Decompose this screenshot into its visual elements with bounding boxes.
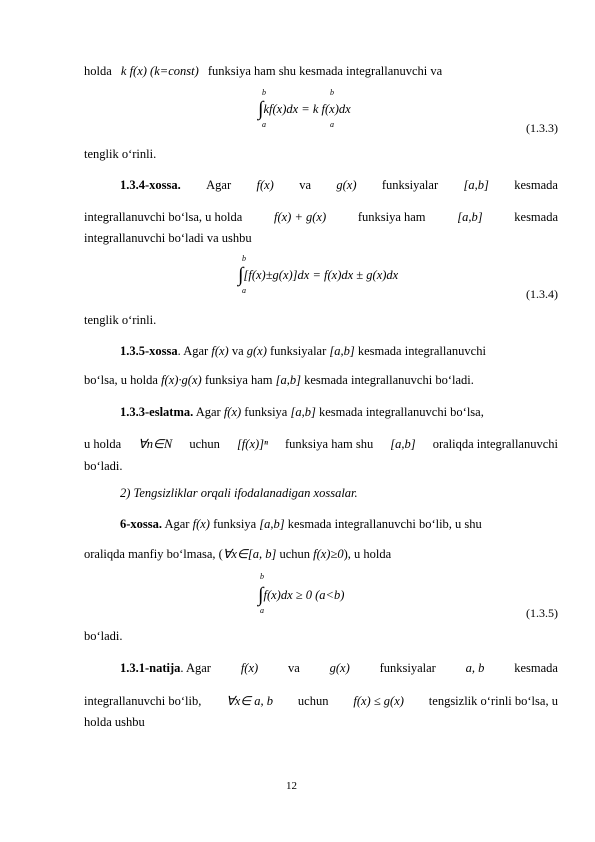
text: va (299, 178, 312, 192)
text: integrallanuvchi bo‘lib, (84, 694, 202, 708)
math-kfx: k f(x) (k=const) (120, 64, 199, 78)
math: g(x) (329, 661, 350, 675)
text: funksiyalar (381, 178, 439, 192)
math: f(x) (240, 661, 259, 675)
math: f(x)·g(x) (161, 373, 202, 387)
xossa-1-3-5-line1 (120, 343, 486, 359)
text: kesmada (514, 178, 558, 192)
text: uchun (189, 437, 220, 451)
math: f(x) + g(x) (273, 210, 327, 224)
math: ∀n∈N (138, 437, 173, 451)
text: funksiya (244, 405, 288, 419)
math: [f(x)]ⁿ (236, 437, 268, 451)
text: funksiya ham shu (285, 437, 374, 451)
math: [a,b] (390, 437, 416, 451)
text: funksiya ham (357, 210, 426, 224)
text: Agar (195, 405, 221, 419)
label: 1.3.3-eslatma. (120, 405, 194, 419)
math: [a,b] (259, 517, 285, 531)
math: [a,b] (457, 210, 483, 224)
text: funksiya ham shu kesmada integrallanuvchi va (207, 64, 443, 78)
equation-1-3-4: b a ∫[f(x)±g(x)]dx = f(x)dx ± g(x)dx (238, 254, 399, 295)
text-tenglik: tenglik o‘rinli. (84, 313, 157, 327)
math: [a,b] (329, 344, 355, 358)
math: [a,b] (463, 178, 489, 192)
math: f(x) (223, 405, 242, 419)
text: bo‘ladi. (84, 459, 123, 473)
text: kesmada integrallanuvchi bo‘lib, u shu (287, 517, 482, 531)
equation-1-3-3: b a b a ∫kf(x)dx = k f(x)dx (258, 88, 351, 129)
xossa-6-line2 (84, 546, 391, 562)
text: uchun (297, 694, 329, 708)
text: kesmada integrallanuvchi (357, 344, 486, 358)
equation-number: (1.3.4) (526, 287, 558, 301)
text: kesmada (514, 210, 558, 224)
math: f(x)≥0 (313, 547, 344, 561)
equation-number: (1.3.5) (526, 606, 558, 620)
math: ∀x∈[a, b] (222, 547, 277, 561)
text: bo‘ladi. (84, 629, 123, 643)
formula: kf(x)dx = k f(x)dx (263, 102, 351, 116)
natija-1-3-1-line1 (120, 661, 558, 676)
section-heading: 2) Tengsizliklar orqali ifodalanadigan xossalar. (120, 486, 358, 500)
math: ∀x∈ a, b (226, 694, 274, 708)
text: uchun (279, 547, 310, 561)
text: holda (84, 64, 112, 78)
math: f(x) (211, 344, 229, 358)
math: f(x) (192, 517, 210, 531)
math: f(x) (256, 178, 274, 192)
page-number: 12 (286, 780, 297, 792)
text: funksiya ham (204, 373, 273, 387)
xossa-1-3-4-line2 (84, 210, 558, 225)
text: funksiyalar (379, 661, 436, 675)
text: oraliqda integrallanuvchi (432, 437, 558, 451)
text: . Agar (177, 344, 209, 358)
text: . Agar (180, 661, 211, 675)
text: tengsizlik o‘rinli bo‘lsa, u (428, 694, 558, 708)
text: funksiyalar (270, 344, 327, 358)
label: 1.3.4-xossa. (120, 178, 181, 192)
text: va (231, 344, 244, 358)
equation-1-3-5: b a ∫f(x)dx ≥ 0 (a<b) (258, 572, 345, 615)
math: g(x) (336, 178, 357, 192)
text: kesmada (514, 661, 558, 675)
para-holda (84, 63, 442, 79)
text: integrallanuvchi bo‘lsa, u holda (84, 210, 243, 224)
xossa-1-3-4-line1 (120, 178, 558, 193)
math: a, b (465, 661, 485, 675)
text: Agar (206, 178, 232, 192)
text: kesmada integrallanuvchi bo‘ladi. (304, 373, 474, 387)
text: va (288, 661, 300, 675)
text: holda ushbu (84, 715, 145, 729)
label: 1.3.1-natija (120, 661, 181, 675)
text: u holda (84, 437, 122, 451)
label: 6-xossa. (120, 517, 163, 531)
text: Agar (164, 517, 190, 531)
text-tenglik: tenglik o‘rinli. (84, 147, 157, 161)
text: integrallanuvchi bo‘ladi va ushbu (84, 231, 252, 245)
formula: [f(x)±g(x)]dx = f(x)dx ± g(x)dx (243, 268, 399, 282)
natija-1-3-1-line2 (84, 693, 558, 709)
xossa-6-line1 (120, 516, 482, 532)
eslatma-1-3-3-line1 (120, 404, 484, 420)
math: f(x) ≤ g(x) (353, 694, 404, 708)
math: g(x) (246, 344, 267, 358)
formula: f(x)dx ≥ 0 (a<b) (263, 588, 345, 602)
math: [a,b] (290, 405, 316, 419)
equation-number: (1.3.3) (526, 121, 558, 135)
text: bo‘lsa, u holda (84, 373, 158, 387)
text: oraliqda manfiy bo‘lmasa, ( (84, 547, 223, 561)
eslatma-1-3-3-line2 (84, 436, 558, 452)
text: funksiya (213, 517, 257, 531)
math: [a,b] (275, 373, 301, 387)
label: 1.3.5-xossa (120, 344, 178, 358)
text: ), u holda (343, 547, 392, 561)
text: kesmada integrallanuvchi bo‘lsa, (318, 405, 484, 419)
xossa-1-3-5-line2 (84, 372, 474, 388)
